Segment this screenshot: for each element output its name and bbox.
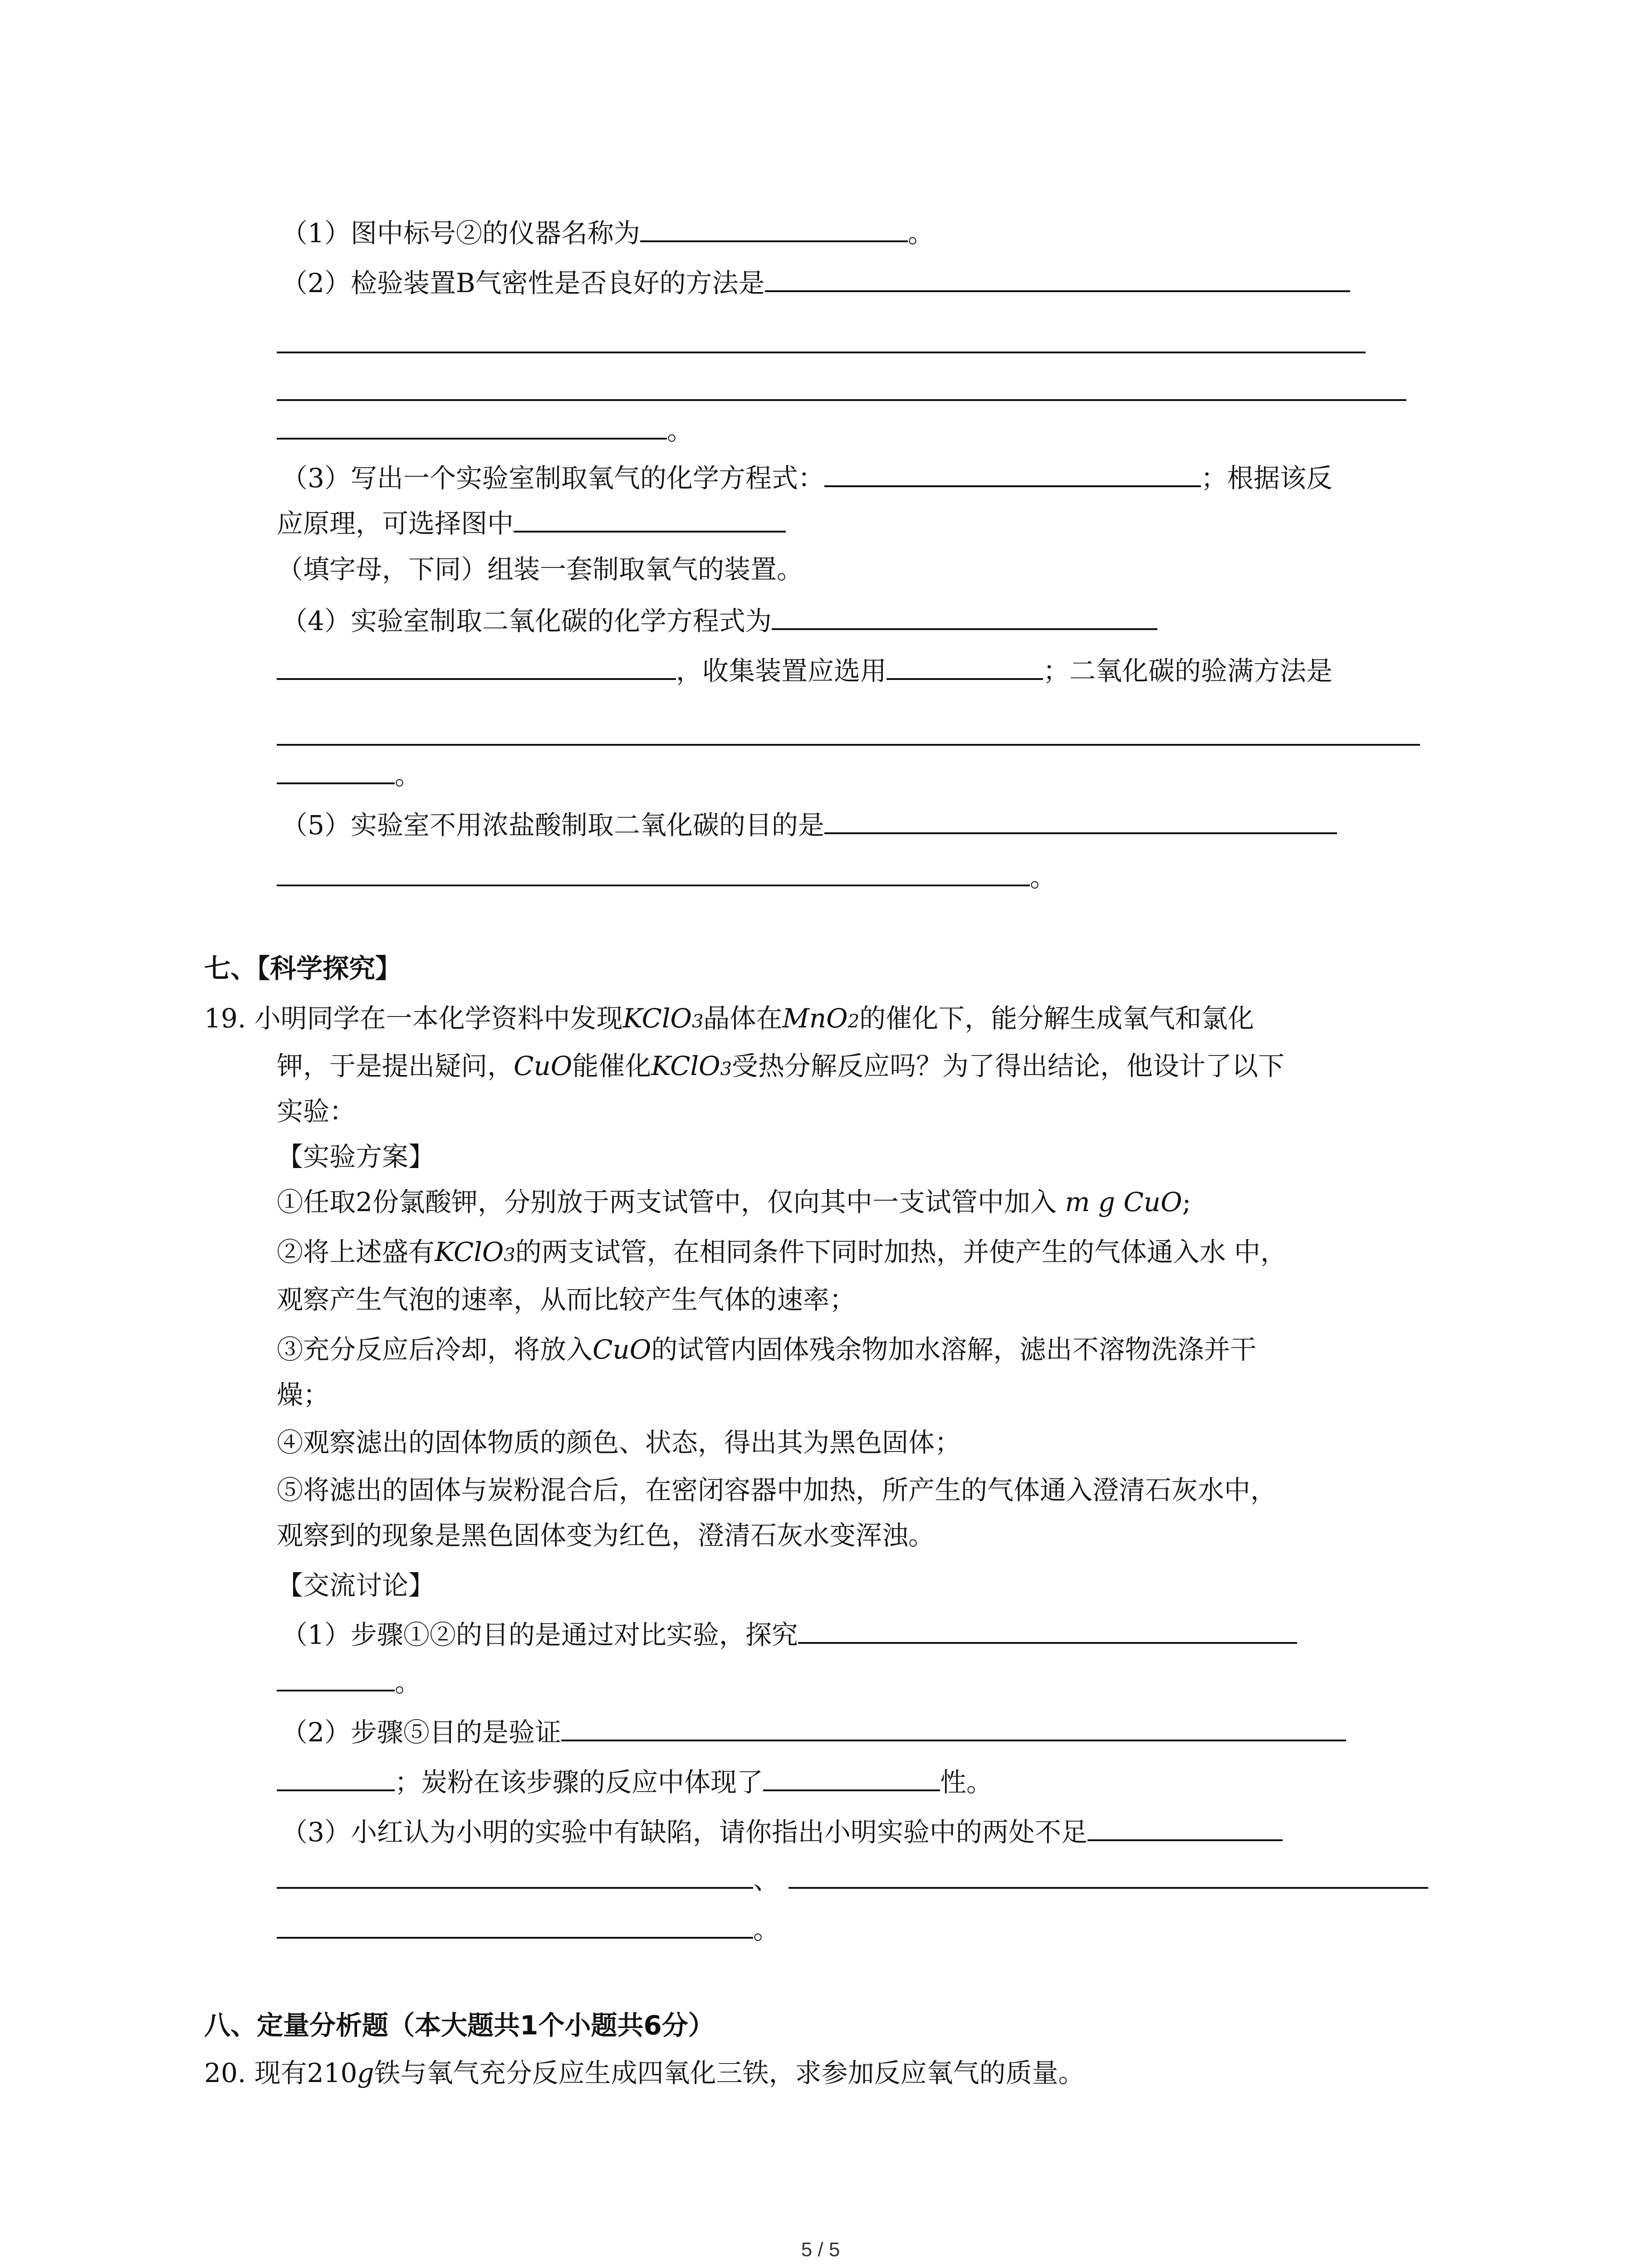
answer-blank[interactable] bbox=[514, 503, 786, 533]
page-number: 5 / 5 bbox=[801, 2239, 840, 2261]
answer-blank[interactable] bbox=[640, 213, 908, 242]
discussion-3-cont: 、 bbox=[277, 1860, 1428, 1896]
q19-line1: 19. 小明同学在一本化学资料中发现KClO3晶体在MnO2的催化下，能分解生成氧气和氯化 bbox=[204, 1003, 1254, 1034]
q18-part3-line1: （3）写出一个实验室制取氧气的化学方程式： ；根据该反 bbox=[281, 458, 1332, 494]
discussion-3: （3）小红认为小明的实验中有缺陷，请你指出小明实验中的两处不足 bbox=[281, 1812, 1283, 1848]
step-4: ④观察滤出的固体物质的颜色、状态，得出其为黑色固体； bbox=[277, 1427, 961, 1458]
answer-line[interactable] bbox=[277, 744, 1420, 746]
answer-line[interactable] bbox=[277, 352, 1366, 353]
answer-blank[interactable] bbox=[277, 1860, 753, 1889]
q18-part5-end: 。 bbox=[277, 857, 1056, 894]
answer-blank[interactable] bbox=[277, 651, 676, 680]
answer-blank[interactable] bbox=[277, 1762, 395, 1791]
step-2: ②将上述盛有KClO3的两支试管，在相同条件下同时加热，并使产生的气体通入水 中， bbox=[277, 1237, 1287, 1267]
answer-blank[interactable] bbox=[277, 857, 1030, 886]
answer-blank[interactable] bbox=[798, 1615, 1297, 1644]
q18-part4-line2: ，收集装置应选用 ；二氧化碳的验满方法是 bbox=[277, 651, 1332, 687]
answer-line[interactable] bbox=[277, 399, 1406, 401]
answer-blank[interactable] bbox=[277, 1662, 395, 1691]
step-5: ⑤将滤出的固体与炭粉混合后，在密闭容器中加热，所产生的气体通入澄清石灰水中， bbox=[277, 1475, 1277, 1505]
discussion-3-end: 。 bbox=[277, 1910, 779, 1946]
q18-part2: （2）检验装置B气密性是否良好的方法是 bbox=[281, 263, 1350, 299]
answer-blank[interactable] bbox=[277, 411, 667, 440]
section-7-title: 七、【科学探究】 bbox=[204, 953, 402, 984]
q18-part3-line2: 应原理，可选择图中 bbox=[277, 503, 786, 540]
q20: 20. 现有210g铁与氧气充分反应生成四氧化三铁，求参加反应氧气的质量。 bbox=[204, 2058, 1085, 2088]
q18-part5: （5）实验室不用浓盐酸制取二氧化碳的目的是 bbox=[281, 805, 1337, 841]
q19-line2: 钾，于是提出疑问，CuO能催化KClO3受热分解反应吗？为了得出结论，他设计了以下 bbox=[277, 1051, 1285, 1081]
answer-blank[interactable] bbox=[789, 1860, 1428, 1889]
q18-part2-end: 。 bbox=[277, 411, 693, 447]
answer-blank[interactable] bbox=[277, 1910, 753, 1939]
answer-blank[interactable] bbox=[277, 755, 395, 784]
answer-blank[interactable] bbox=[824, 458, 1201, 487]
discussion-1-end: 。 bbox=[277, 1662, 421, 1699]
step-1: ①任取2份氯酸钾，分别放于两支试管中，仅向其中一支试管中加入 m g CuO; bbox=[277, 1187, 1191, 1217]
discussion-1: （1）步骤①②的目的是通过对比实验，探究 bbox=[281, 1615, 1297, 1651]
step-3: ③充分反应后冷却，将放入CuO的试管内固体残余物加水溶解，滤出不溶物洗涤并干 bbox=[277, 1334, 1257, 1365]
q18-part4-line1: （4）实验室制取二氧化碳的化学方程式为 bbox=[281, 601, 1157, 637]
discussion-2-cont: ；炭粉在该步骤的反应中体现了 性。 bbox=[277, 1762, 993, 1799]
answer-blank[interactable] bbox=[772, 601, 1157, 630]
step-2-cont: 观察产生气泡的速率，从而比较产生气体的速率； bbox=[277, 1284, 856, 1315]
answer-blank[interactable] bbox=[1087, 1812, 1283, 1841]
q18-part4-end: 。 bbox=[277, 755, 421, 792]
answer-blank[interactable] bbox=[561, 1712, 1346, 1741]
answer-blank[interactable] bbox=[824, 805, 1337, 834]
step-3-cont: 燥； bbox=[277, 1379, 330, 1410]
answer-blank[interactable] bbox=[765, 263, 1350, 292]
experiment-plan-title: 【实验方案】 bbox=[277, 1141, 435, 1172]
answer-blank[interactable] bbox=[887, 651, 1043, 680]
answer-blank[interactable] bbox=[763, 1762, 940, 1791]
section-8-title: 八、定量分析题（本大题共1个小题共6分） bbox=[204, 2010, 715, 2041]
discussion-2: （2）步骤⑤目的是验证 bbox=[281, 1712, 1346, 1749]
step-5-cont: 观察到的现象是黑色固体变为红色，澄清石灰水变浑浊。 bbox=[277, 1520, 935, 1551]
q19-line3: 实验： bbox=[277, 1096, 356, 1127]
q18-part3-line3: （填字母，下同）组装一套制取氧气的装置。 bbox=[277, 554, 803, 585]
q18-part1: （1）图中标号②的仪器名称为 。 bbox=[281, 213, 934, 249]
discussion-title: 【交流讨论】 bbox=[277, 1570, 435, 1601]
